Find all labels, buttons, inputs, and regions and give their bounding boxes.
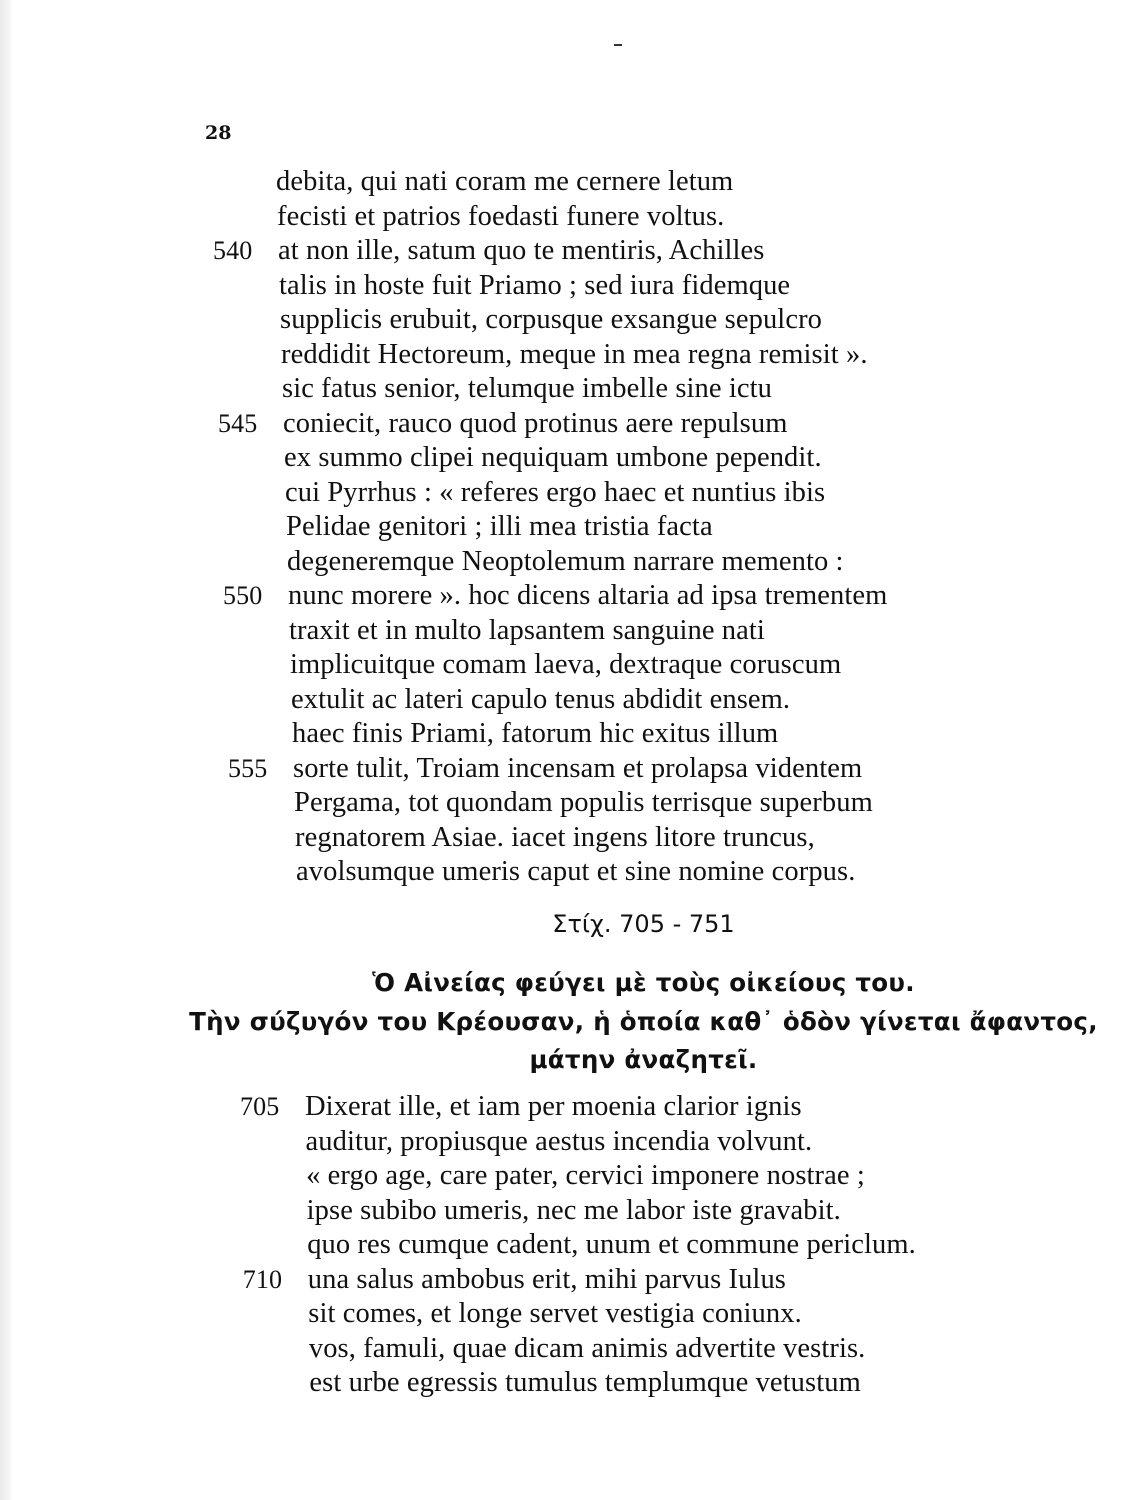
verse-text: nunc morere ». hoc dicens altaria ad ipsa trementem bbox=[288, 580, 888, 611]
verse-line bbox=[295, 821, 815, 855]
verse-text: cui Pyrrhus : « referes ergo haec et nuntius ibis bbox=[285, 476, 826, 508]
verse-text: degeneremque Neoptolemum narrare memento : bbox=[287, 545, 844, 577]
verse-text: sic fatus senior, telumque imbelle sine ictu bbox=[282, 373, 773, 404]
verse-line bbox=[285, 476, 825, 510]
verse-line bbox=[306, 1159, 865, 1193]
line-number: 540 bbox=[213, 236, 253, 265]
verse-text: haec finis Priami, fatorum hic exitus illum bbox=[292, 718, 779, 749]
verse-line bbox=[308, 1263, 786, 1297]
verse-line bbox=[296, 855, 855, 889]
verse-line bbox=[282, 372, 772, 406]
verse-text: at non ille, satum quo te mentiris, Achilles bbox=[278, 235, 765, 266]
page-number: 28 bbox=[205, 122, 232, 144]
verse-text: extulit ac lateri capulo tenus abdidit ensem. bbox=[291, 683, 791, 715]
verse-text: vos, famuli, quae dicam animis advertite vestris. bbox=[308, 1332, 866, 1364]
verse-text: avolsumque umeris caput et sine nomine corpus. bbox=[296, 856, 856, 887]
verse-text: « ergo age, care pater, cervici imponere nostrae ; bbox=[306, 1160, 865, 1191]
greek-heading-line-1: Ὁ Αἰνείας φεύγει μὲ τοὺς οἰκείους του. bbox=[372, 968, 915, 997]
verse-text: ipse subibo umeris, nec me labor iste gravabit. bbox=[306, 1194, 841, 1226]
verse-text: reddidit Hectoreum, meque in mea regna remisit ». bbox=[281, 338, 868, 370]
verse-line bbox=[281, 338, 868, 372]
verse-text: Dixerat ille, et iam per moenia clarior ignis bbox=[305, 1091, 802, 1122]
top-mark bbox=[614, 44, 622, 46]
verse-line bbox=[307, 1194, 841, 1228]
verse-line bbox=[288, 579, 887, 613]
verse-line bbox=[293, 752, 862, 786]
verse-line bbox=[309, 1332, 866, 1366]
verse-text: est urbe egressis tumulus templumque vetustum bbox=[309, 1367, 861, 1398]
verse-line bbox=[276, 165, 733, 199]
verse-text: una salus ambobus erit, mihi parvus Iulus bbox=[307, 1263, 786, 1295]
verse-text: implicuitque comam laeva, dextraque coruscum bbox=[290, 649, 842, 680]
verse-line bbox=[283, 407, 787, 441]
page-edge-shadow bbox=[0, 0, 12, 1500]
verse-range-heading: Στίχ. 705 - 751 bbox=[552, 910, 735, 938]
verse-line bbox=[291, 683, 790, 717]
verse-text: traxit et in multo lapsantem sanguine nati bbox=[289, 614, 765, 646]
verse-line bbox=[286, 510, 713, 544]
verse-text: fecisti et patrios foedasti funere voltus. bbox=[277, 200, 725, 232]
verse-text: quo res cumque cadent, unum et commune periclum. bbox=[307, 1229, 916, 1260]
line-number: 545 bbox=[218, 408, 258, 438]
verse-line bbox=[305, 1090, 802, 1124]
verse-text: regnatorem Asiae. iacet ingens litore truncus, bbox=[295, 821, 815, 853]
greek-heading-line-2: Τὴν σύζυγόν του Κρέουσαν, ἡ ὁποία καθ᾽ ὁδὸν γίνεται ἄφαντος, bbox=[189, 1007, 1098, 1036]
line-number: 705 bbox=[240, 1092, 280, 1121]
line-number: 550 bbox=[223, 581, 263, 610]
verse-line bbox=[306, 1125, 813, 1159]
verse-line bbox=[307, 1228, 916, 1262]
verse-text: coniecit, rauco quod protinus aere repulsum bbox=[283, 407, 788, 439]
verse-line bbox=[308, 1297, 802, 1331]
verse-line bbox=[284, 441, 822, 475]
verse-text: talis in hoste fuit Priamo ; sed iura fidemque bbox=[279, 269, 791, 301]
verse-text: sorte tulit, Troiam incensam et prolapsa videntem bbox=[293, 752, 863, 784]
verse-line bbox=[278, 234, 764, 268]
verse-line bbox=[292, 717, 778, 751]
verse-line bbox=[294, 786, 873, 820]
verse-text: ex summo clipei nequiquam umbone pependit. bbox=[284, 442, 822, 473]
verse-text: sit comes, et longe servet vestigia coniunx. bbox=[308, 1298, 802, 1329]
line-number: 555 bbox=[228, 753, 268, 783]
verse-line bbox=[280, 303, 822, 337]
verse-line bbox=[277, 200, 724, 234]
verse-line bbox=[290, 648, 841, 682]
verse-line bbox=[289, 614, 765, 648]
greek-heading-line-3: μάτην ἀναζητεῖ. bbox=[529, 1045, 758, 1074]
verse-text: Pelidae genitori ; illi mea tristia facta bbox=[286, 511, 713, 542]
verse-text: Pergama, tot quondam populis terrisque superbum bbox=[294, 787, 873, 818]
verse-line bbox=[279, 269, 790, 303]
verse-text: supplicis erubuit, corpusque exsangue sepulcro bbox=[280, 304, 823, 335]
line-number: 710 bbox=[242, 1264, 283, 1294]
verse-line bbox=[287, 545, 844, 579]
verse-text: debita, qui nati coram me cernere letum bbox=[276, 166, 734, 197]
verse-line bbox=[309, 1366, 860, 1400]
verse-text: auditur, propiusque aestus incendia volvunt. bbox=[305, 1125, 813, 1157]
